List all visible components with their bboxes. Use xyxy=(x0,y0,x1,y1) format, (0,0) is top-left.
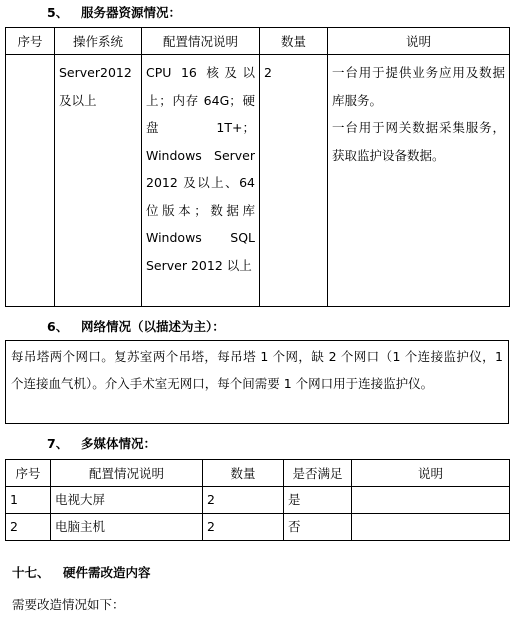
header-notes: 说明 xyxy=(328,28,510,55)
cell-seq xyxy=(6,55,55,307)
section-7-title: 多媒体情况： xyxy=(81,436,157,451)
header-quantity: 数量 xyxy=(260,28,328,55)
section-7-number: 7、 xyxy=(47,436,69,451)
note-line-1: 一台用于提供业务应用及数据库服务。 xyxy=(332,65,505,108)
section-6-number: 6、 xyxy=(47,319,69,334)
mm-row-1-satisfied: 是 xyxy=(288,492,301,507)
mm-row-2-satisfied: 否 xyxy=(288,519,301,534)
mm-row-1-config: 电视大屏 xyxy=(55,492,106,507)
section-6-title: 网络情况（以描述为主）： xyxy=(81,319,225,334)
server-resources-table xyxy=(5,27,510,307)
section-17-number: 十七、 xyxy=(12,565,50,580)
mm-row-2-config: 电脑主机 xyxy=(55,519,106,534)
cell-config: CPU 16 核及以上；内存 64G；硬盘 1T+；Windows Server 2012 及以上、64 位版本；数据库 Windows SQL Server 2012 以上 xyxy=(142,55,260,307)
mm-row-1-seq: 1 xyxy=(10,492,18,507)
section-7-heading xyxy=(47,434,156,452)
cell-quantity: 2 xyxy=(260,55,328,307)
section-17-heading xyxy=(12,563,151,581)
cell-os: Server2012 及以上 xyxy=(55,55,142,307)
header-os: 操作系统 xyxy=(55,28,142,55)
table-row xyxy=(6,487,510,514)
mm-header-seq: 序号 xyxy=(6,460,51,487)
renovation-intro-text: 需要改造情况如下： xyxy=(12,597,125,612)
section-5-number: 5、 xyxy=(47,5,69,20)
mm-header-quantity: 数量 xyxy=(203,460,284,487)
mm-row-1-quantity: 2 xyxy=(207,492,215,507)
multimedia-table xyxy=(5,459,510,541)
network-description: 每吊塔两个网口。复苏室两个吊塔，每吊塔 1 个网，缺 2 个网口（1 个连接监护仪，1 个连接血气机）。介入手术室无网口，每个间需要 1 个网口用于连接监护仪。 xyxy=(5,340,509,424)
mm-header-note: 说明 xyxy=(352,460,510,487)
mm-header-satisfied: 是否满足 xyxy=(284,460,352,487)
header-seq: 序号 xyxy=(6,28,55,55)
header-config: 配置情况说明 xyxy=(142,28,260,55)
section-5-heading xyxy=(47,3,181,21)
table-row xyxy=(6,514,510,541)
cell-notes xyxy=(328,55,510,307)
mm-row-2-seq: 2 xyxy=(10,519,18,534)
mm-header-config: 配置情况说明 xyxy=(51,460,203,487)
note-line-2: 一台用于网关数据采集服务，获取监护设备数据。 xyxy=(332,120,505,163)
section-17-title: 硬件需改造内容 xyxy=(63,565,151,580)
mm-row-2-quantity: 2 xyxy=(207,519,215,534)
section-6-heading xyxy=(47,317,225,335)
section-5-title: 服务器资源情况： xyxy=(81,5,182,20)
